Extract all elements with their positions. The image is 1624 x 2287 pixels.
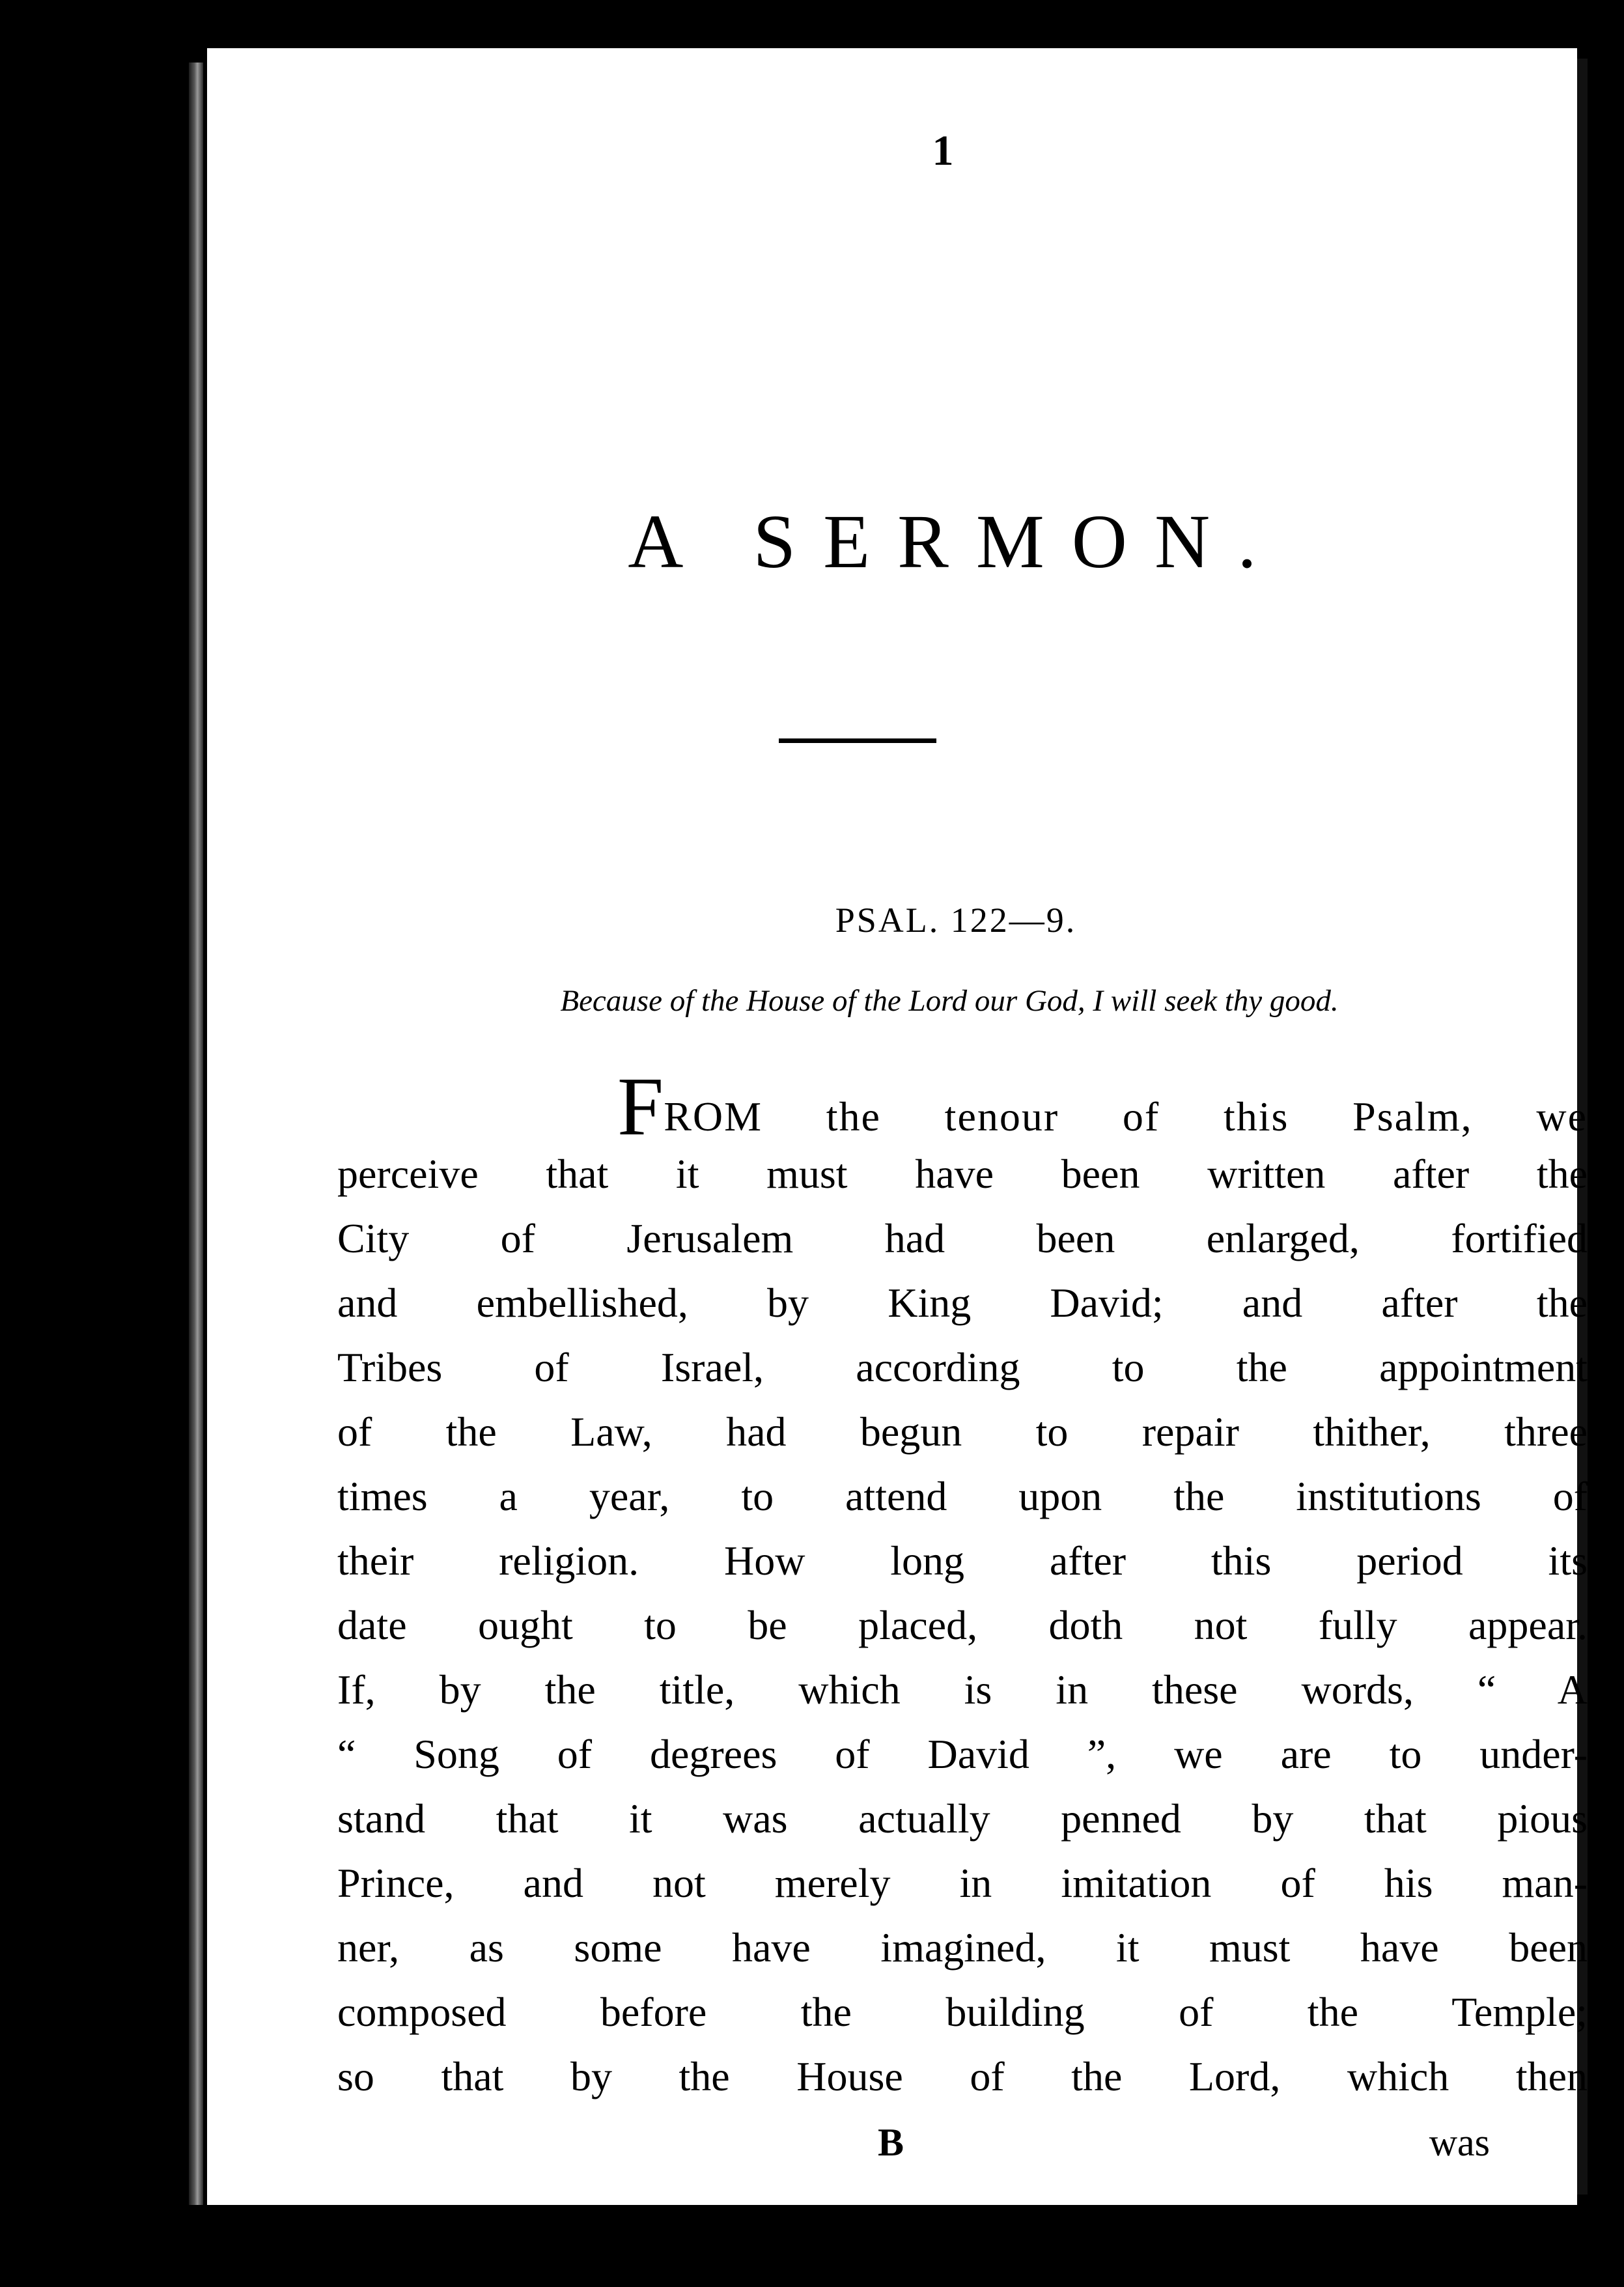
first-line-text: ROM the tenour of this Psalm, we [664,1093,1588,1140]
body-line: City of Jerusalem had been enlarged, fortified [337,1215,1588,1261]
title-rule [779,738,936,743]
body-line: stand that it was actually penned by that pious [337,1795,1588,1842]
body-line: times a year, to attend upon the institutions of [337,1473,1588,1519]
scripture-quote: Because of the House of the Lord our God, I will seek thy good. [560,984,1339,1018]
body-line: perceive that it must have been written after the [337,1151,1588,1197]
body-first-line [337,1077,1588,1142]
page-number: 1 [932,127,954,175]
page-footer [207,2120,1577,2179]
body-line: their religion. How long after this period its [337,1537,1588,1584]
page-title: A SERMON. [628,499,1284,584]
scripture-reference: PSAL. 122—9. [835,901,1077,940]
catchword: was [1429,2121,1490,2164]
body-line: ner, as some have imagined, it must have been [337,1924,1588,1971]
body-line: “ Song of degrees of David ”, we are to under- [337,1731,1588,1777]
body-line: so that by the House of the Lord, which then [337,2053,1588,2099]
book-binding-edge [189,63,203,2205]
sermon-body [337,1077,1588,2109]
body-line: Tribes of Israel, according to the appointment [337,1344,1588,1390]
signature-mark: B [877,2121,904,2164]
drop-cap: F [617,1077,664,1142]
body-line: composed before the building of the Temple; [337,1989,1588,2035]
body-line: of the Law, had begun to repair thither, three [337,1409,1588,1455]
body-line: Prince, and not merely in imitation of his man- [337,1860,1588,1906]
book-page [207,48,1588,2205]
body-line: If, by the title, which is in these words, “ A [337,1666,1588,1713]
body-line: and embellished, by King David; and after the [337,1280,1588,1326]
body-line: date ought to be placed, doth not fully appear. [337,1602,1588,1648]
